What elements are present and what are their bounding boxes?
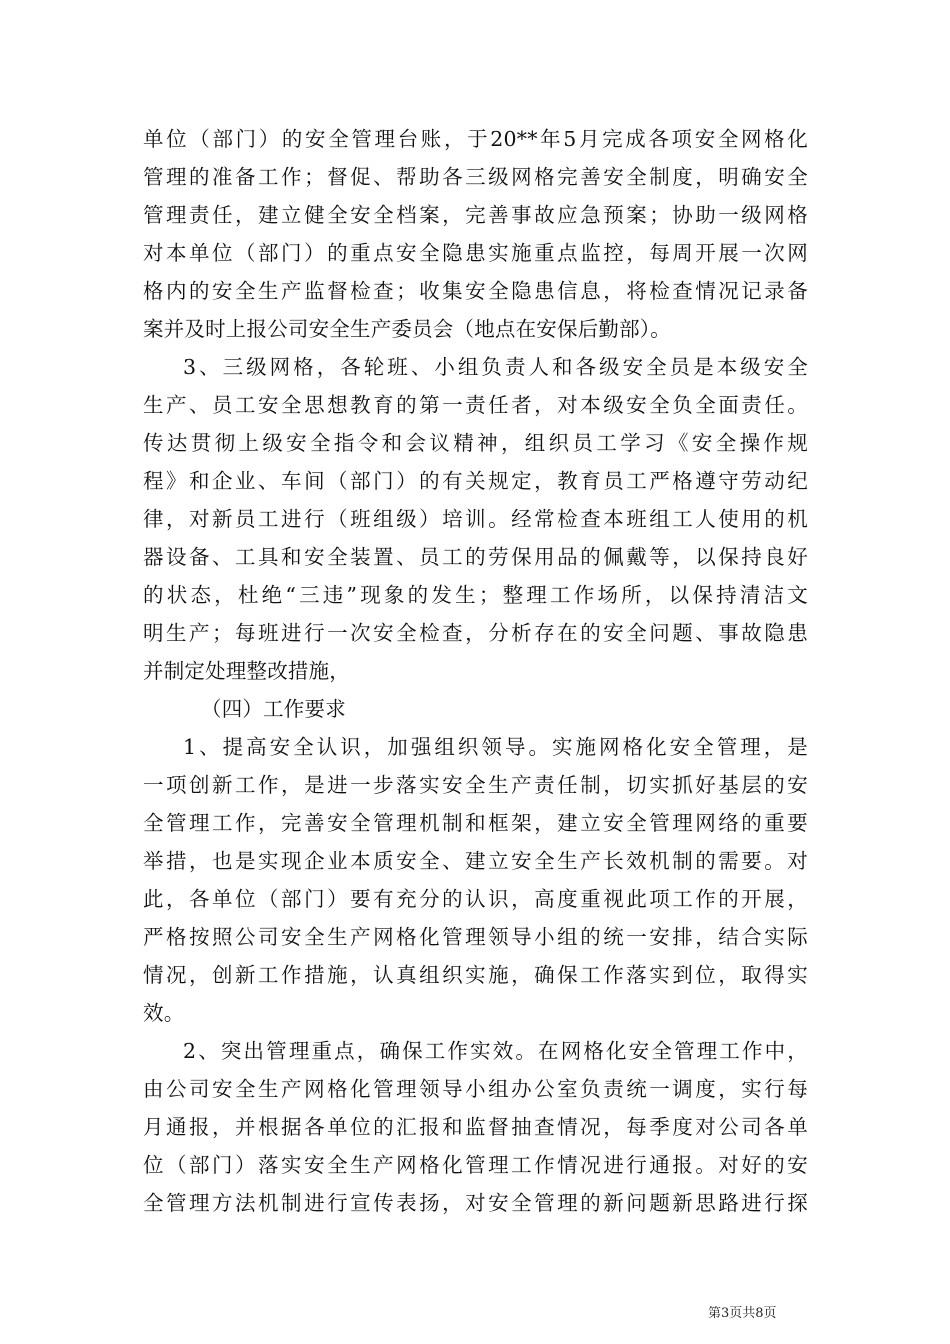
text-line: 2、突出管理重点，确保工作实效。在网格化安全管理工作中，: [183, 1039, 808, 1063]
text-line: 程》和企业、车间（部门）的有关规定，教育员工严格遵守劳动纪: [143, 469, 808, 493]
text-line: 律，对新员工进行（班组级）培训。经常检查本班组工人使用的机: [143, 507, 808, 531]
page-number: 第3页共8页: [708, 1306, 777, 1321]
text-line: 明生产；每班进行一次安全检查，分析存在的安全问题、事故隐患: [143, 621, 808, 645]
text-line: 3、三级网格，各轮班、小组负责人和各级安全员是本级安全: [183, 355, 808, 379]
text-line: 传达贯彻上级安全指令和会议精神，组织员工学习《安全操作规: [143, 431, 808, 455]
text-line: 单位（部门）的安全管理台账，于20**年5月完成各项安全网格化: [143, 127, 808, 151]
text-line: 1、提高安全认识，加强组织领导。实施网格化安全管理，是: [183, 735, 808, 759]
text-line: 举措，也是实现企业本质安全、建立安全生产长效机制的需要。对: [143, 849, 808, 873]
text-line: 月通报，并根据各单位的汇报和监督抽查情况，每季度对公司各单: [143, 1115, 808, 1139]
document-body: [143, 120, 808, 1222]
text-line: 对本单位（部门）的重点安全隐患实施重点监控，每周开展一次网: [143, 241, 808, 265]
text-line: 此，各单位（部门）要有充分的认识，高度重视此项工作的开展，: [143, 887, 808, 911]
text-line: 全管理方法机制进行宣传表扬，对安全管理的新问题新思路进行探: [143, 1191, 808, 1215]
text-line: 情况，创新工作措施，认真组织实施，确保工作落实到位，取得实: [143, 963, 808, 987]
text-line: 管理责任，建立健全安全档案，完善事故应急预案；协助一级网格: [143, 203, 808, 227]
section-heading: （四）工作要求: [201, 697, 346, 721]
text-line: 器设备、工具和安全装置、员工的劳保用品的佩戴等，以保持良好: [143, 545, 808, 569]
text-line: 并制定处理整改措施，: [143, 659, 350, 683]
text-line: 严格按照公司安全生产网格化管理领导小组的统一安排，结合实际: [143, 925, 808, 949]
text-line: 一项创新工作，是进一步落实安全生产责任制，切实抓好基层的安: [143, 773, 808, 797]
text-line: 生产、员工安全思想教育的第一责任者，对本级安全负全面责任。: [143, 393, 808, 417]
text-line: 效。: [143, 1001, 185, 1025]
text-line: 的状态，杜绝“三违”现象的发生；整理工作场所，以保持清洁文: [143, 583, 808, 607]
text-line: 格内的安全生产监督检查；收集安全隐患信息，将检查情况记录备: [143, 279, 808, 303]
text-line: 管理的准备工作；督促、帮助各三级网格完善安全制度，明确安全: [143, 165, 808, 189]
text-line: 案并及时上报公司安全生产委员会（地点在安保后勤部）。: [143, 317, 671, 341]
text-line: 全管理工作，完善安全管理机制和框架，建立安全管理网络的重要: [143, 811, 808, 835]
text-line: 由公司安全生产网格化管理领导小组办公室负责统一调度，实行每: [143, 1077, 808, 1101]
text-line: 位（部门）落实安全生产网格化管理工作情况进行通报。对好的安: [143, 1153, 808, 1177]
